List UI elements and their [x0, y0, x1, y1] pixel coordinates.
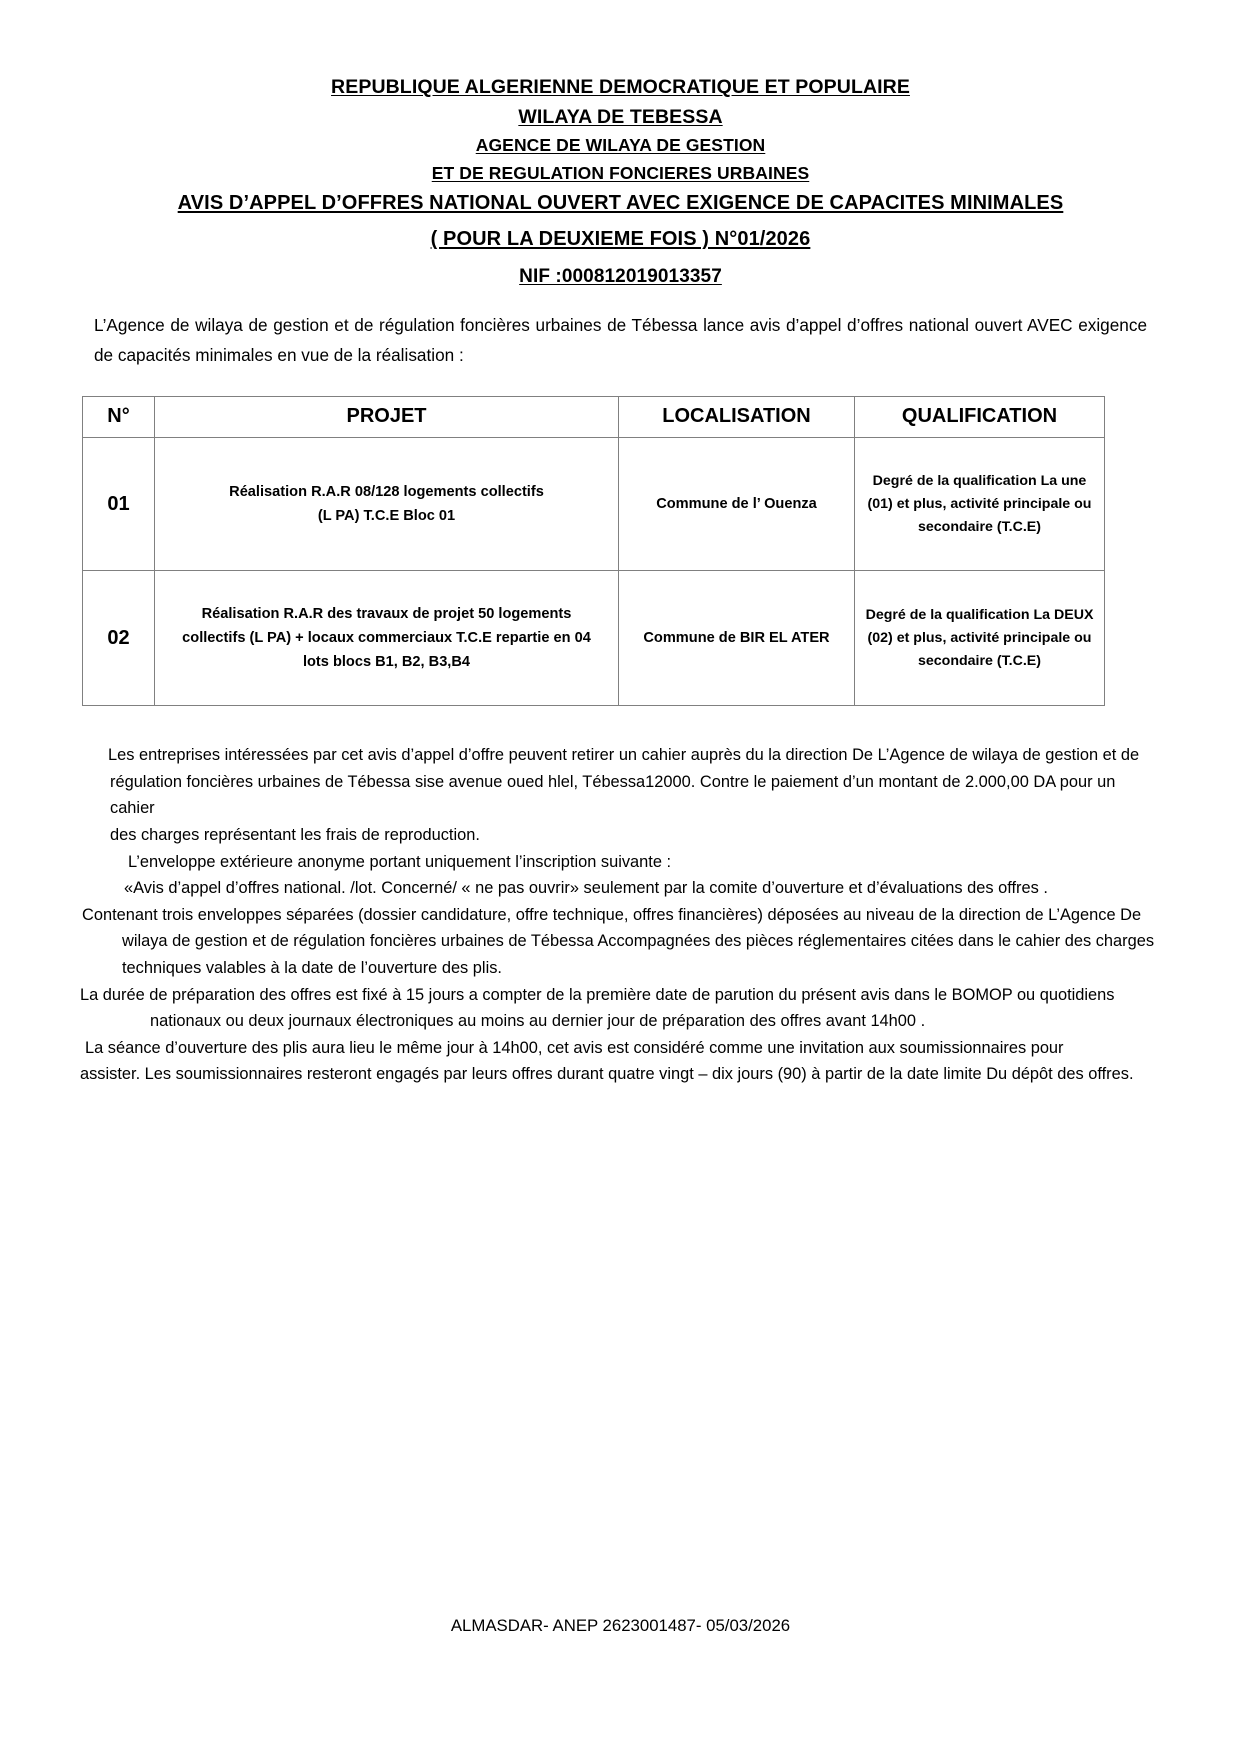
projects-table [82, 396, 1105, 706]
header-line-agency-cont [80, 162, 1161, 185]
row-project-line: Réalisation R.A.R des travaux de projet 50 logements [201, 606, 572, 622]
row-project-line: lots blocs B1, B2, B3,B4 [302, 654, 471, 671]
body-paragraph-line: wilaya de gestion et de régulation foncières urbaines de Tébessa Accompagnées des pièces réglementaires citées dans le cahier des charges [122, 932, 1155, 951]
column-header-localisation: LOCALISATION [619, 397, 855, 438]
row-localisation: Commune de l’ Ouenza [619, 438, 855, 571]
column-header-qualification: QUALIFICATION [855, 397, 1105, 438]
footer-reference: ALMASDAR- ANEP 2623001487- 05/03/2026 [450, 1616, 791, 1635]
row-qualification-line: secondaire (T.C.E) [918, 518, 1041, 535]
row-number: 02 [83, 571, 155, 706]
row-project-line: collectifs (L PA) + locaux commerciaux T.C.E repartie en 04 [182, 630, 591, 647]
table-row [83, 438, 1105, 571]
header-line-republic-text: REPUBLIQUE ALGERIENNE DEMOCRATIQUE ET POPULAIRE [331, 76, 910, 98]
body-paragraph-line: des charges représentant les frais de reproduction. [110, 826, 480, 845]
header-line-wilaya [80, 104, 1161, 130]
row-qualification [855, 438, 1105, 571]
body-paragraph-line: techniques valables à la date de l’ouverture des plis. [122, 958, 502, 977]
column-header-project: PROJET [155, 397, 619, 438]
body-paragraph-line: Contenant trois enveloppes séparées (dossier candidature, offre technique, offres financières) déposées au niveau de la direction de L’Agence De [82, 905, 1142, 924]
intro-paragraph: L’Agence de wilaya de gestion et de régulation foncières urbaines de Tébessa lance avis d’appel d’offres national ouvert AVEC exigence de capacités minimales en vue de la réalisation : [94, 315, 1147, 365]
table-header-row [83, 397, 1105, 438]
row-project-line: (L PA) T.C.E Bloc 01 [317, 508, 456, 525]
row-qualification [855, 571, 1105, 706]
body-paragraph-line: régulation foncières urbaines de Tébessa sise avenue oued hlel, Tébessa12000. Contre le paiement d’un montant de 2.000,00 DA pour un cahier [110, 772, 1116, 818]
header-line-agency [80, 134, 1161, 157]
table-row [83, 571, 1105, 706]
body-paragraph-line: La séance d’ouverture des plis aura lieu le même jour à 14h00, cet avis est considéré comme une invitation aux soumissionnaires pour [85, 1038, 1064, 1057]
header-line-tender-number [80, 226, 1161, 253]
projects-table-wrapper [80, 396, 1161, 706]
header-line-nif-text: NIF :000812019013357 [519, 265, 722, 287]
row-localisation: Commune de BIR EL ATER [619, 571, 855, 706]
row-qualification-line: (01) et plus, activité principale ou [867, 495, 1092, 512]
row-qualification-line: (02) et plus, activité principale ou [867, 629, 1092, 646]
header-line-agency-text: AGENCE DE WILAYA DE GESTION [475, 135, 766, 156]
body-paragraph-inscription: «Avis d’appel d’offres national. /lot. Concerné/ « ne pas ouvrir» seulement par la comite d’ouverture et d’évaluations des offres . [124, 879, 1048, 898]
row-qualification-line: Degré de la qualification La DEUX [865, 606, 1094, 623]
header-line-tender-number-text: ( POUR LA DEUXIEME FOIS ) N°01/2026 [430, 227, 811, 250]
body-paragraph-line: Les entreprises intéressées par cet avis d’appel d’offre peuvent retirer un cahier auprès du la direction De L’Agence de wilaya de gestion et de [108, 746, 1140, 765]
header-line-republic [80, 74, 1161, 100]
body-paragraph-line: nationaux ou deux journaux électroniques au moins au dernier jour de préparation des offres avant 14h00 . [150, 1012, 926, 1031]
body-paragraph-envelope: L’enveloppe extérieure anonyme portant uniquement l’inscription suivante : [128, 852, 672, 871]
column-header-no: N° [83, 397, 155, 438]
row-project [155, 438, 619, 571]
header-line-tender-title [80, 190, 1161, 217]
header-line-nif [80, 264, 1161, 289]
row-number: 01 [83, 438, 155, 571]
row-project [155, 571, 619, 706]
row-project-line: Réalisation R.A.R 08/128 logements collectifs [229, 484, 544, 501]
body-paragraph-line: La durée de préparation des offres est fixé à 15 jours a compter de la première date de parution du présent avis dans le BOMOP ou quotidiens [80, 985, 1115, 1004]
body-paragraph-line: assister. Les soumissionnaires resteront engagés par leurs offres durant quatre vingt – dix jours (90) à partir de la date limite Du dépôt des offres. [80, 1065, 1134, 1084]
header-line-tender-title-text: AVIS D’APPEL D’OFFRES NATIONAL OUVERT AVEC EXIGENCE DE CAPACITES MINIMALES [177, 192, 1064, 215]
row-qualification-line: secondaire (T.C.E) [918, 652, 1041, 669]
document-header [80, 74, 1161, 289]
body-text-block [80, 742, 1161, 1088]
header-line-wilaya-text: WILAYA DE TEBESSA [518, 106, 723, 129]
row-qualification-line: Degré de la qualification La une [872, 472, 1087, 489]
header-line-agency-cont-text: ET DE REGULATION FONCIERES URBAINES [431, 162, 810, 183]
